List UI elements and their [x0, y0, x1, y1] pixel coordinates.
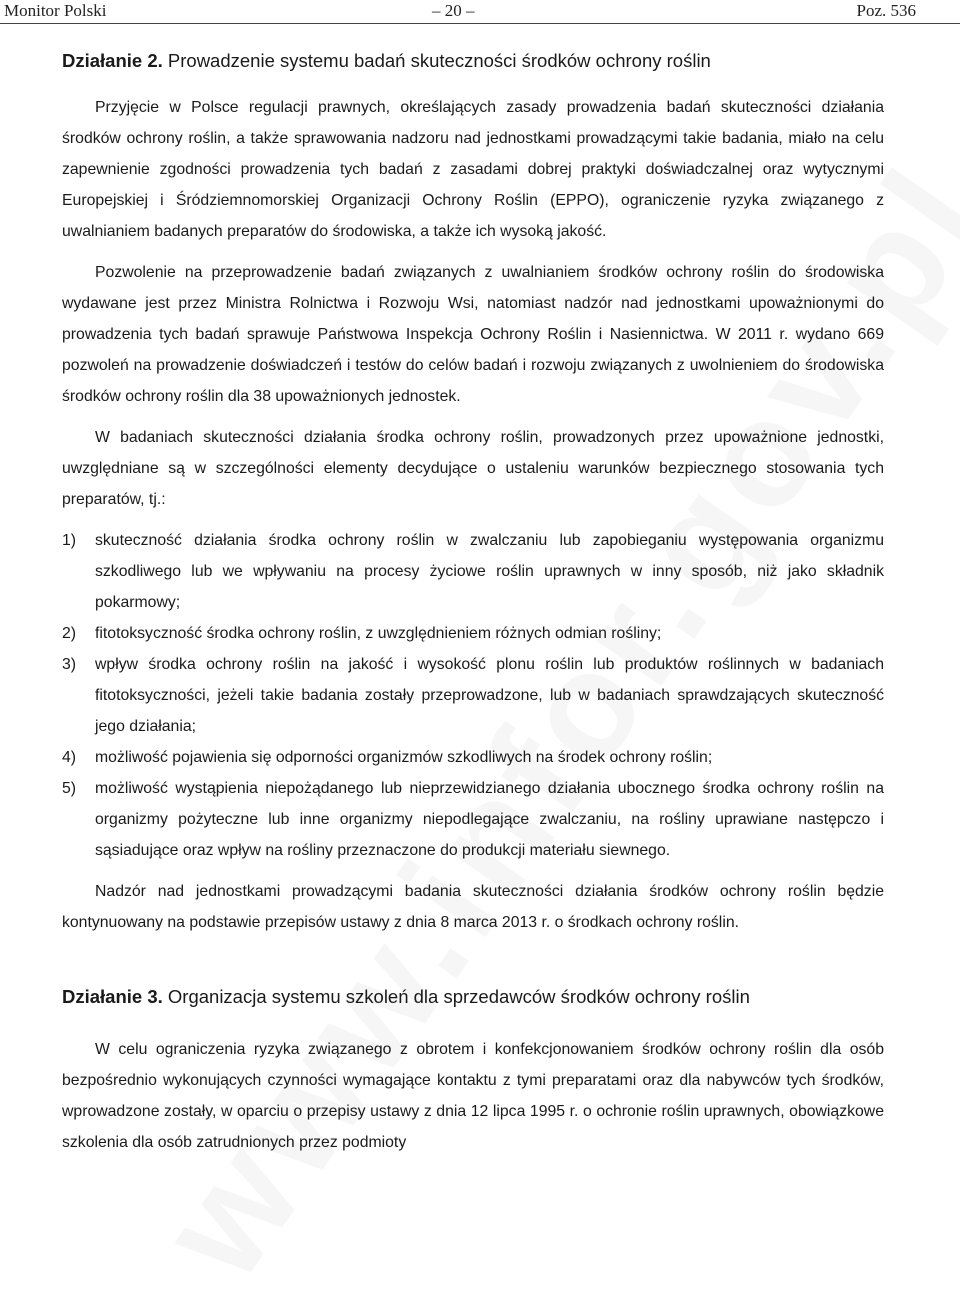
page-number: – 20 – — [432, 1, 475, 20]
criteria-list — [62, 525, 884, 866]
list-item-number: 5) — [62, 780, 77, 797]
list-item-number: 4) — [62, 749, 77, 766]
section-3-heading-lead: Działanie 3. — [62, 986, 163, 1007]
list-item-text: fitotoksyczność środka ochrony roślin, z uwzględnieniem różnych odmian rośliny; — [95, 625, 662, 642]
list-item-text: skuteczność działania środka ochrony roślin w zwalczaniu lub zapobieganiu występowania organizmu szkodliwego lub we wpływaniu na procesy życiowe roślin uprawnych w inny sposób, niż jako składnik pokarmowy; — [95, 532, 884, 611]
section-3-heading — [62, 980, 884, 1014]
list-item — [62, 742, 884, 773]
list-item — [62, 649, 884, 742]
section-3-heading-title: Organizacja systemu szkoleń dla sprzedawców środków ochrony roślin — [162, 986, 750, 1007]
page-header — [0, 0, 960, 26]
section-2-paragraph-3: W badaniach skuteczności działania środka ochrony roślin, prowadzonych przez upoważnione jednostki, uwzględniane są w szczególności elementy decydujące o ustaleniu warunków bezpiecznego stosowania tych preparatów, tj.: — [62, 429, 884, 508]
header-rule — [0, 23, 960, 24]
list-item — [62, 773, 884, 866]
list-item-number: 3) — [62, 656, 77, 673]
document-body — [62, 44, 884, 1158]
list-item-text: możliwość wystąpienia niepożądanego lub nieprzewidzianego działania ubocznego środka ochrony roślin na organizmy pożyteczne lub inne organizmy niepodlegające zwalczaniu, na rośliny uprawiane następczo i sąsiadujące oraz wpływ na rośliny przeznaczone do produkcji materiału siewnego. — [95, 780, 884, 859]
position-number: Poz. 536 — [856, 1, 916, 20]
section-2-heading — [62, 44, 884, 78]
section-2-heading-title: Prowadzenie systemu badań skuteczności środków ochrony roślin — [162, 50, 711, 71]
section-2-paragraph-1: Przyjęcie w Polsce regulacji prawnych, określających zasady prowadzenia badań skuteczności działania środków ochrony roślin, a także sprawowania nadzoru nad jednostkami prowadzącymi takie badania, miało na celu zapewnienie zgodności prowadzenia tych badań z zasadami dobrej praktyki doświadczalnej oraz wytycznymi Europejskiej i Śródziemnomorskiej Organizacji Ochrony Roślin (EPPO), ograniczenie ryzyka związanego z uwalnianiem badanych preparatów do środowiska, a także ich wysoką jakość. — [62, 99, 884, 240]
publication-name: Monitor Polski — [4, 1, 107, 20]
list-item — [62, 525, 884, 618]
section-2-heading-lead: Działanie 2. — [62, 50, 163, 71]
list-item-number: 1) — [62, 532, 77, 549]
section-2-paragraph-4: Nadzór nad jednostkami prowadzącymi badania skuteczności działania środków ochrony roślin będzie kontynuowany na podstawie przepisów ustawy z dnia 8 marca 2013 r. o środkach ochrony roślin. — [62, 883, 884, 931]
list-item-text: wpływ środka ochrony roślin na jakość i wysokość plonu roślin lub produktów roślinnych w badaniach fitotoksyczności, jeżeli takie badania zostały przeprowadzone, lub w badaniach sprawdzających skuteczność jego działania; — [95, 656, 884, 735]
list-item-number: 2) — [62, 625, 77, 642]
list-item — [62, 618, 884, 649]
section-3-paragraph-1: W celu ograniczenia ryzyka związanego z obrotem i konfekcjonowaniem środków ochrony roślin dla osób bezpośrednio wykonujących czynności wymagające kontaktu z tymi preparatami oraz dla nabywców tych środków, wprowadzone zostały, w oparciu o przepisy ustawy z dnia 12 lipca 1995 r. o ochronie roślin uprawnych, obowiązkowe szkolenia dla osób zatrudnionych przez podmioty — [62, 1041, 884, 1151]
section-2-paragraph-2: Pozwolenie na przeprowadzenie badań związanych z uwalnianiem środków ochrony roślin do środowiska wydawane jest przez Ministra Rolnictwa i Rozwoju Wsi, natomiast nadzór nad jednostkami upoważnionymi do prowadzenia tych badań sprawuje Państwowa Inspekcja Ochrony Roślin i Nasiennictwa. W 2011 r. wydano 669 pozwoleń na prowadzenie doświadczeń i testów do celów badań i rozwoju związanych z uwolnieniem do środowiska środków ochrony roślin dla 38 upoważnionych jednostek. — [62, 264, 884, 405]
list-item-text: możliwość pojawienia się odporności organizmów szkodliwych na środek ochrony roślin; — [95, 749, 713, 766]
